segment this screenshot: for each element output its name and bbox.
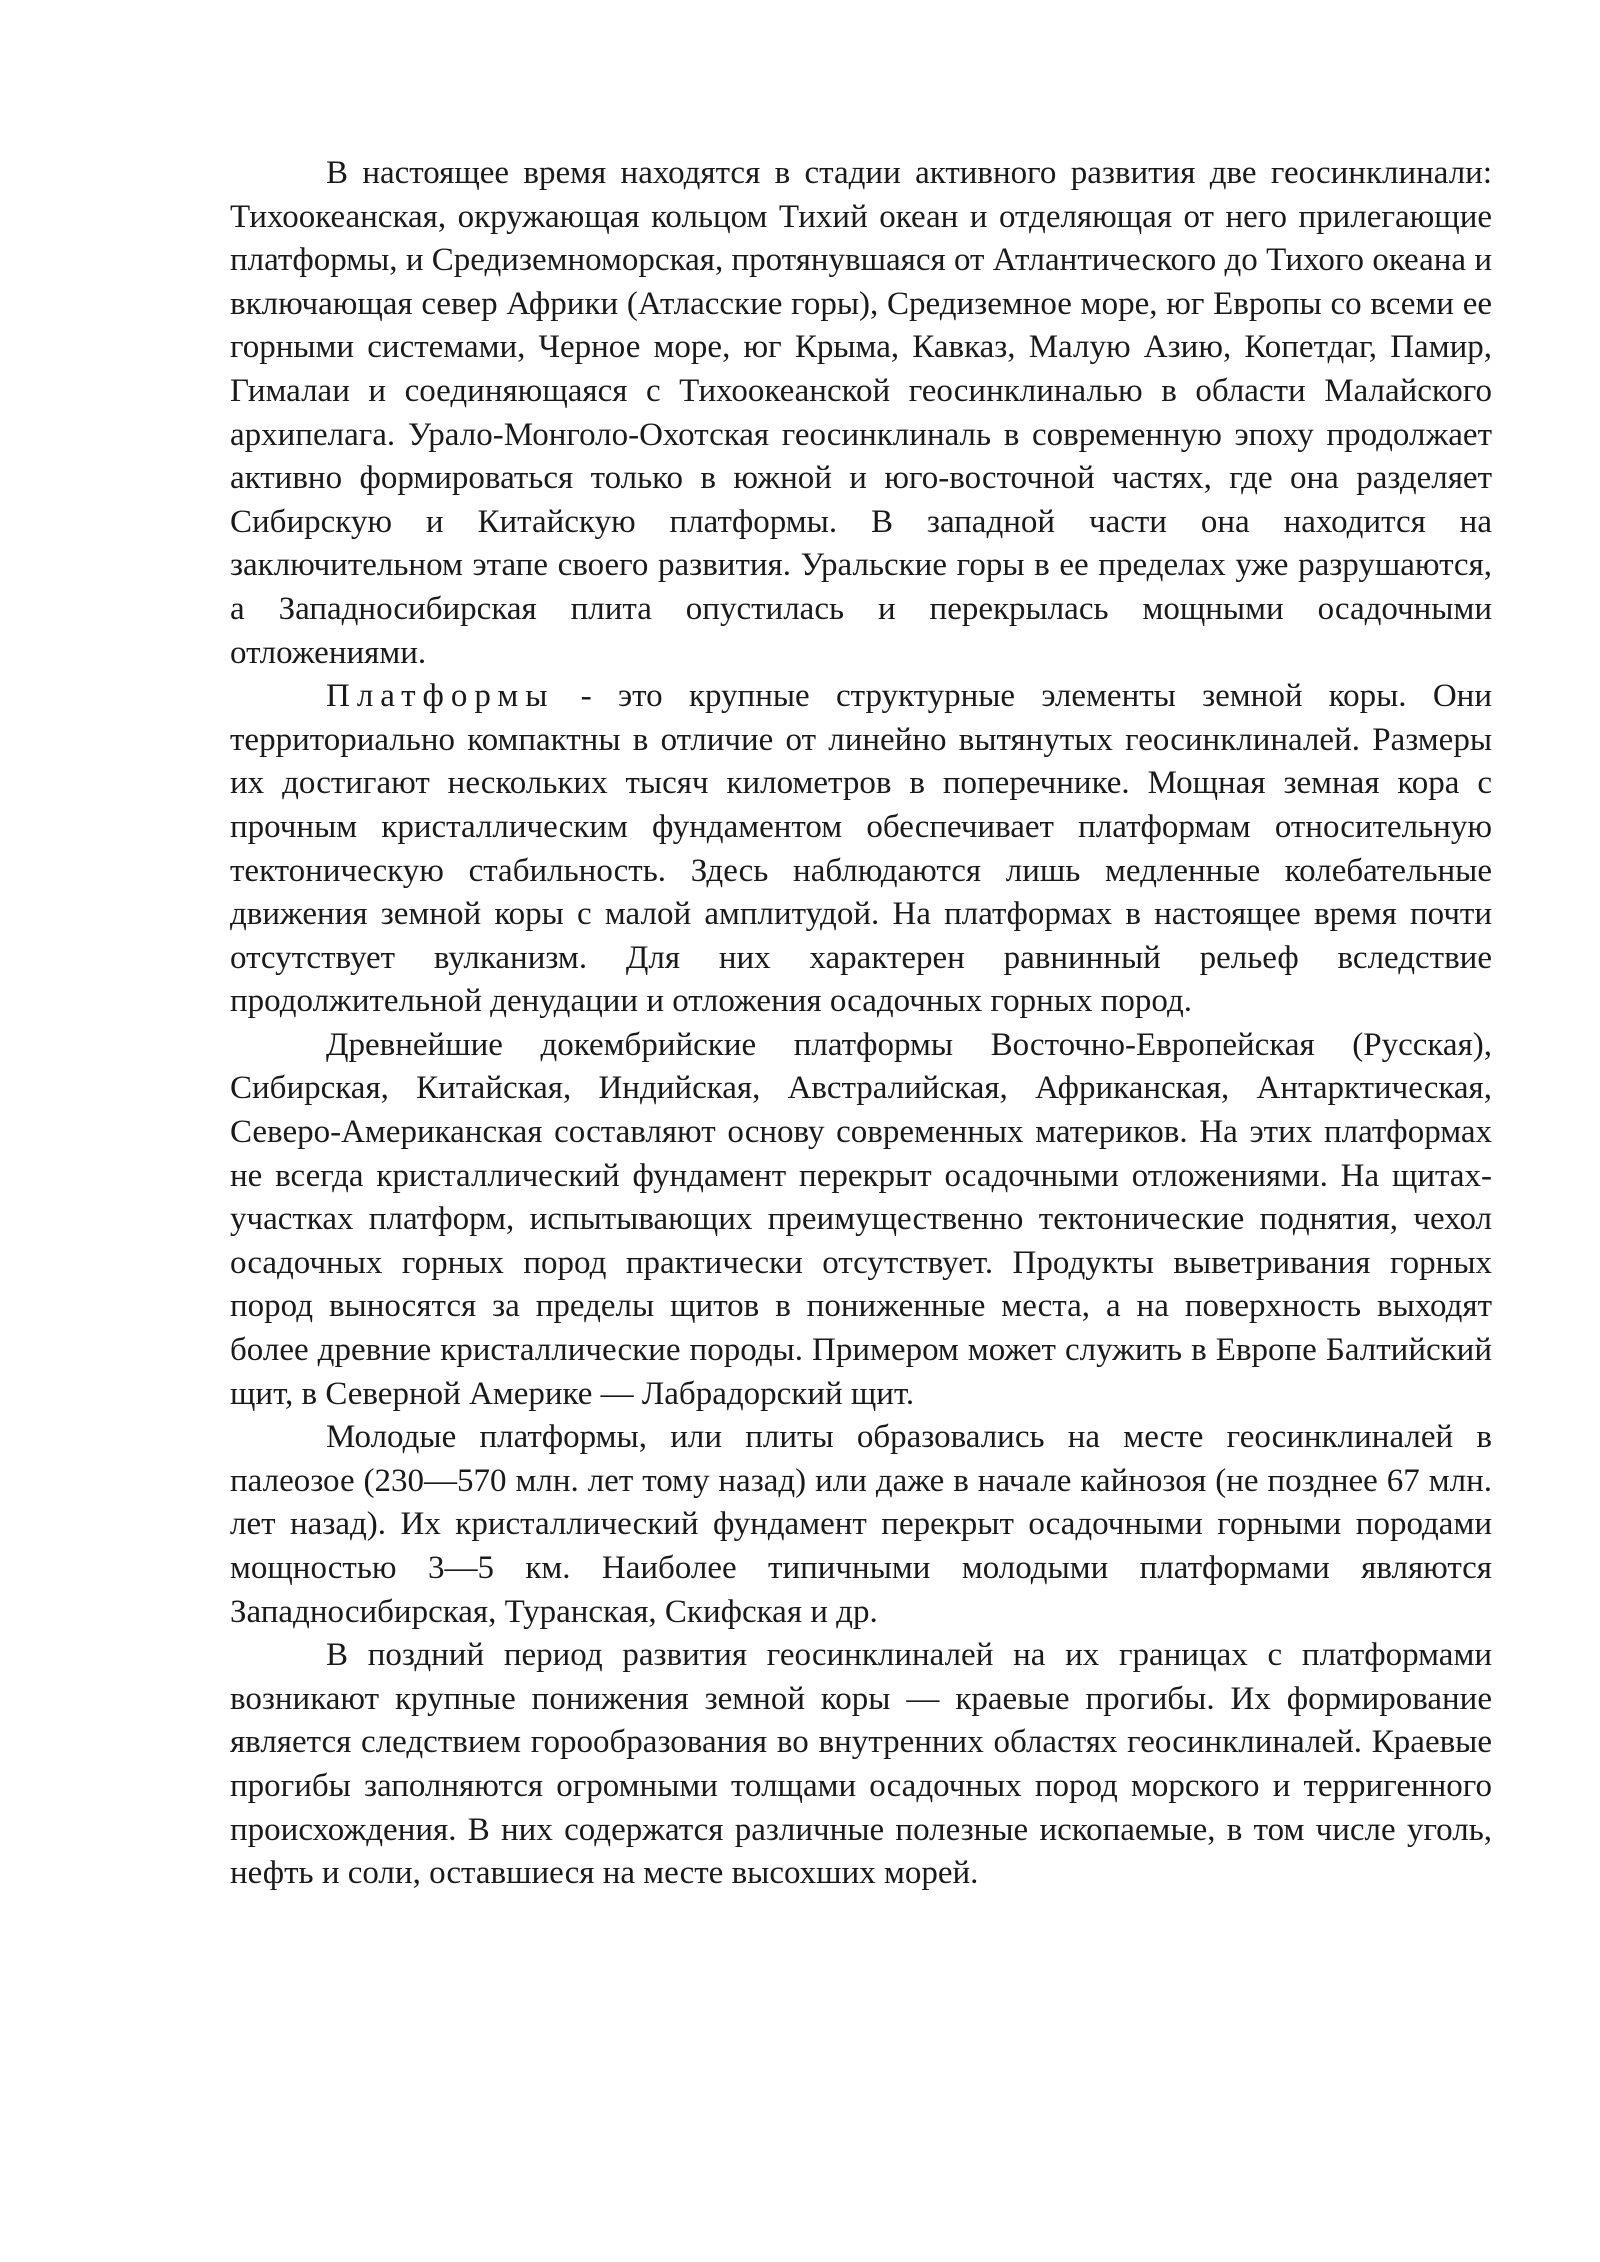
document-body [230,152,1492,1896]
paragraph-platforms-text: - это крупные структурные элементы земной коры. Они территориально компактны в отличие от линейно вытянутых геосинклиналей. Размеры их достигают нескольких тысяч километров в поперечнике. Мощная земная кора с прочным кристаллическим фундаментом обеспечивает платформам относительную тектоническую стабильность. Здесь наблюдаются лишь медленные колебательные движения земной коры с малой амплитудой. На платформах в настоящее время почти отсутствует вулканизм. Для них характерен равнинный рельеф вследствие продолжительной денудации и отложения осадочных горных пород. [230,678,1492,1020]
paragraph-young-platforms: Молодые платформы, или плиты образовались на месте геосинклиналей в палеозое (230—570 млн. лет тому назад) или даже в начале кайнозоя (не позднее 67 млн. лет назад). Их кристаллический фундамент перекрыт осадочными горными породами мощностью 3—5 км. Наиболее типичными молодыми платформами являются Западносибирская, Туранская, Скифская и др. [230,1419,1492,1630]
paragraph-platforms [230,675,1492,1024]
paragraph-geosynclines: В настоящее время находятся в стадии активного развития две геосинклинали: Тихоокеанская, окружающая кольцом Тихий океан и отделяющая от него прилегающие платформы, и Средиземноморская, протянувшаяся от Атлантического до Тихого океана и включающая север Африки (Атласские горы), Средиземное море, юг Европы со всеми ее горными системами, Черное море, юг Крыма, Кавказ, Малую Азию, Копетдаг, Памир, Гималаи и соединяющаяся с Тихоокеанской геосинклиналью в области Малайского архипелага. Урало-Монголо-Охотская геосинклиналь в современную эпоху продолжает активно формироваться только в южной и юго-восточной частях, где она разделяет Сибирскую и Китайскую платформы. В западной части она находится на заключительном этапе своего развития. Уральские горы в ее пределах уже разрушаются, а Западносибирская плита опустилась и перекрылась мощными осадочными отложениями. [230,155,1492,671]
paragraph-foredeeps: В поздний период развития геосинклиналей на их границах с платформами возникают крупные понижения земной коры — краевые прогибы. Их формирование является следствием горообразования во внутренних областях геосинклиналей. Краевые прогибы заполняются огромными толщами осадочных пород морского и терригенного происхождения. В них содержатся различные полезные ископаемые, в том числе уголь, нефть и соли, оставшиеся на месте высохших морей. [230,1637,1492,1892]
term-platforms: Платформы [326,678,555,715]
paragraph-ancient-platforms: Древнейшие докембрийские платформы Восточно-Европейская (Русская), Сибирская, Китайская, Индийская, Австралийская, Африканская, Антарктическая, Северо-Американская составляют основу современных материков. На этих платформах не всегда кристаллический фундамент перекрыт осадочными отложениями. На щитах-участках платформ, испытывающих преимущественно тектонические поднятия, чехол осадочных горных пород практически отсутствует. Продукты выветривания горных пород выносятся за пределы щитов в пониженные места, а на поверхность выходят более древние кристаллические породы. Примером может служить в Европе Балтийский щит, в Северной Америке — Лабрадорский щит. [230,1026,1492,1412]
